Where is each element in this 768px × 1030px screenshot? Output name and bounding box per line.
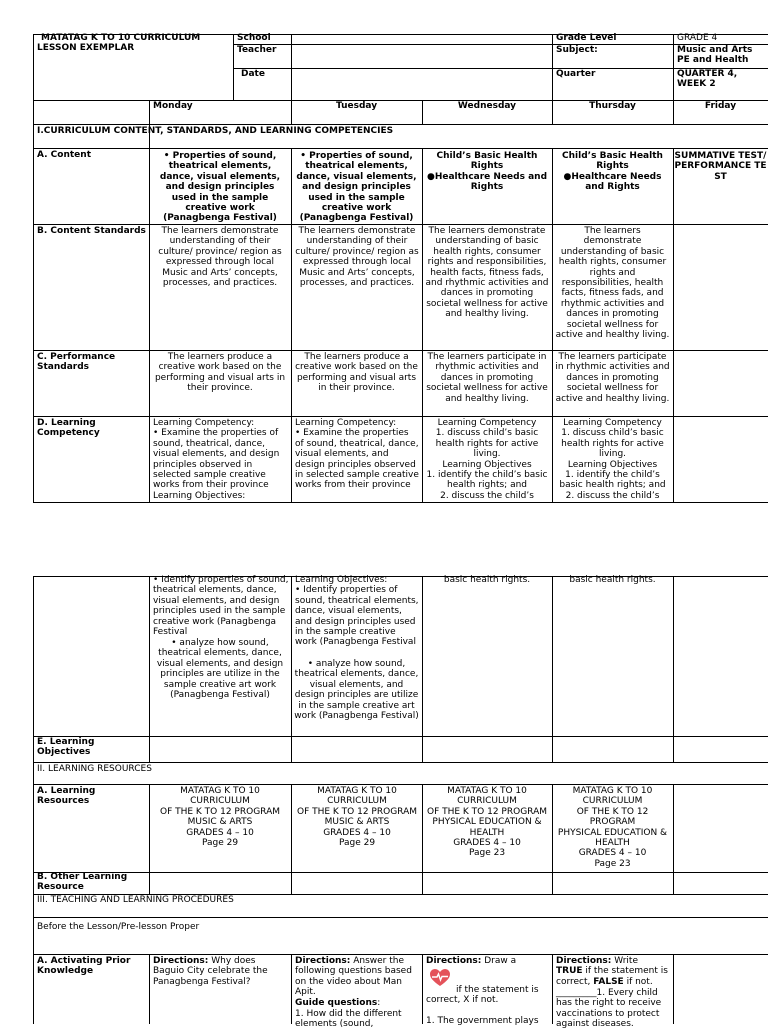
activating-thursday (556, 956, 670, 987)
grid-line (33, 954, 768, 955)
grid-line (33, 350, 768, 351)
section-learning-resources: II. LEARNING RESOURCES (37, 764, 152, 774)
guide-question-1: 1. How did the different elements (sound, (295, 1009, 402, 1030)
content-standards-wednesday: The learners demonstrate understanding of basic health rights, consumer rights and responsibilities, health facts, fitness fads, and rhythmic activities and dances in promoting societal wellness for active and healthy living. (425, 226, 549, 320)
guide-questions-label: Guide questions (295, 998, 378, 1008)
grid-line (552, 148, 553, 502)
grid-line (291, 576, 292, 762)
activating-thursday-text-3: if not. (623, 976, 653, 987)
objectives-monday-identify: • Identify properties of sound, theatrical elements, dance, visual elements, and design principles used in the sample creative work (Panagbenga Festival (153, 575, 289, 638)
grid-line (149, 576, 150, 762)
teacher-label: Teacher (237, 45, 277, 55)
grid-line (673, 148, 674, 502)
exemplar-subtitle: LESSON EXEMPLAR (37, 43, 135, 53)
activating-monday (153, 956, 289, 987)
day-thursday: Thursday (589, 101, 636, 111)
grid-line (291, 34, 292, 100)
activating-thursday-item-1: _________1. Every child has the right to receive vaccinations to protect against diseases. (556, 988, 662, 1030)
grid-line (33, 148, 768, 149)
activating-thursday-text-1: Write (611, 956, 638, 966)
grid-line (291, 784, 292, 894)
section-curriculum: I.CURRICULUM CONTENT, STANDARDS, AND LEARNING COMPETENCIES (37, 126, 394, 136)
grid-line (291, 954, 292, 1024)
learning-resources-tuesday: MATATAG K TO 10 CURRICULUM OF THE K TO 12 PROGRAM MUSIC & ARTS GRADES 4 – 10 Page 29 (296, 786, 417, 849)
learning-competency-wednesday: Learning Competency 1. discuss child’s basic health rights for active living. Learning Objectives 1. identify the child’s basic health rights; and 2. discuss the child’s (426, 418, 548, 501)
performance-standards-tuesday: The learners produce a creative work based on the performing and visual arts in their province. (295, 352, 418, 394)
performance-standards-wednesday: The learners participate in rhythmic activities and dances in promoting societal wellness for active and healthy living. (426, 352, 548, 404)
false-keyword: FALSE (593, 976, 624, 987)
school-label: School (237, 33, 271, 43)
grid-line (149, 954, 150, 1024)
objectives-monday-analyze: • analyze how sound, theatrical elements, dance, visual elements, and design principles are utilize in the sample creative art work (Panagbenga Festival) (156, 638, 284, 701)
grid-line (422, 954, 423, 1024)
grade-level-label: Grade Level (556, 33, 617, 43)
grid-line (33, 34, 34, 502)
activating-tuesday-text: Answer the following questions based on the video about Man Apit. (295, 956, 412, 998)
grid-line (33, 416, 768, 417)
grid-line (33, 576, 34, 1024)
learning-resources-monday: MATATAG K TO 10 CURRICULUM OF THE K TO 12 PROGRAM MUSIC & ARTS GRADES 4 – 10 Page 29 (159, 786, 280, 849)
content-friday: SUMMATIVE TEST/PERFORMANCE TEST (674, 151, 767, 182)
day-tuesday: Tuesday (335, 101, 378, 111)
quarter-value: QUARTER 4, WEEK 2 (677, 69, 738, 90)
grid-line (149, 784, 150, 894)
grid-line (33, 917, 768, 918)
grid-line (422, 784, 423, 894)
activating-wednesday-item-1: 1. The government plays (426, 1016, 539, 1026)
directions-label: Directions: (153, 956, 209, 966)
grid-line (291, 148, 292, 502)
learning-competency-monday: Learning Competency: • Examine the properties of sound, theatrical, dance, visual elements, and design principles observed in selected sample creative works from their province Learning Objectives: (153, 418, 280, 501)
objectives-tuesday-analyze: • analyze how sound, theatrical elements, dance, visual elements, and design principles are utilize in the sample creative art work (Panagbenga Festival) (294, 659, 419, 722)
subject-label: Subject: (556, 45, 598, 55)
subject-value: Music and Arts PE and Health (677, 45, 753, 66)
content-standards-thursday: The learners demonstrate understanding of basic health rights, consumer rights and responsibilities, health facts, fitness fads, and rhythmic activities and dances in promoting societal wellness for active and healthy living. (555, 226, 670, 341)
grid-line (33, 502, 768, 503)
date-label: Date (241, 69, 265, 79)
section-before-lesson: Before the Lesson/Pre-lesson Proper (37, 922, 200, 932)
objectives-tuesday-identify: Learning Objectives: • Identify properties of sound, theatrical elements, dance, visual elements, and design principles used in the sample creative work (Panagbenga Festival (295, 575, 419, 648)
objectives-wednesday-cont: basic health rights. (443, 575, 531, 585)
objectives-thursday-cont: basic health rights. (569, 575, 656, 585)
activating-wednesday-text: Draw a (481, 956, 517, 966)
content-thursday: Child’s Basic Health Rights ●Healthcare Needs and Rights (562, 151, 663, 193)
grid-line (673, 576, 674, 762)
day-wednesday: Wednesday (457, 101, 517, 111)
directions-label: Directions: (426, 956, 482, 966)
day-friday: Friday (704, 101, 737, 111)
row-label-learning-competency: D. Learning Competency (37, 418, 100, 439)
row-label-learning-resources: A. Learning Resources (37, 786, 96, 807)
directions-label: Directions: (556, 956, 612, 966)
content-monday: • Properties of sound, theatrical elements, dance, visual elements, and design principles used in the sample creative work (Panagbenga Festival) (159, 151, 281, 224)
row-label-content: A. Content (37, 150, 91, 160)
grid-line (422, 148, 423, 502)
content-standards-monday: The learners demonstrate understanding of their culture/ province/ region as expressed through local Music and Arts’ concepts, processes, and practices. (158, 226, 282, 289)
grid-line (422, 576, 423, 762)
row-label-performance-standards: C. Performance Standards (37, 352, 116, 373)
grid-line (33, 762, 768, 763)
learning-competency-tuesday: Learning Competency: • Examine the properties of sound, theatrical, dance, visual elements, and design principles observed in selected sample creative works from their province (295, 418, 419, 491)
grid-line (149, 100, 150, 502)
activating-monday-text: Why does Baguio City celebrate the Panagbenga Festival? (153, 956, 268, 987)
grid-line (552, 954, 553, 1024)
true-keyword: TRUE (556, 966, 583, 977)
learning-competency-thursday: Learning Competency 1. discuss child’s basic health rights for active living. Learning Objectives 1. identify the child’s basic health rights; and 2. discuss the child’s (559, 418, 666, 501)
grid-line (552, 784, 553, 894)
content-standards-tuesday: The learners demonstrate understanding of their culture/ province/ region as expressed through local Music and Arts’ concepts, processes, and practices. (295, 226, 419, 289)
row-label-activating: A. Activating Prior Knowledge (37, 956, 131, 977)
section-procedures: III. TEACHING AND LEARNING PROCEDURES (37, 895, 234, 905)
grid-line (673, 784, 674, 894)
content-tuesday: • Properties of sound, theatrical elements, dance, visual elements, and design principles used in the sample creative work (Panagbenga Festival) (296, 151, 417, 224)
row-label-content-standards: B. Content Standards (37, 226, 146, 236)
row-label-learning-objectives: E. Learning Objectives (37, 737, 95, 758)
grid-line (552, 576, 553, 762)
grid-line (673, 954, 674, 1024)
guide-questions (295, 998, 420, 1008)
performance-standards-thursday: The learners participate in rhythmic activities and dances in promoting societal wellness for active and healthy living. (555, 352, 670, 404)
grid-line (233, 34, 234, 100)
grid-line (33, 224, 768, 225)
row-label-other-resources: B. Other Learning Resource (37, 872, 128, 893)
activating-wednesday (426, 956, 550, 966)
directions-label: Directions: (295, 956, 351, 966)
grid-line (33, 784, 768, 785)
activating-tuesday (295, 956, 420, 998)
learning-resources-thursday: MATATAG K TO 10 CURRICULUM OF THE K TO 12 PROGRAM PHYSICAL EDUCATION & HEALTH GRADES 4 – 10 Page 23 (557, 786, 668, 869)
learning-resources-wednesday: MATATAG K TO 10 CURRICULUM OF THE K TO 12 PROGRAM PHYSICAL EDUCATION & HEALTH GRADES 4 – 10 Page 23 (426, 786, 547, 859)
quarter-label: Quarter (556, 69, 596, 79)
guide-questions-colon: : (377, 998, 381, 1008)
activating-thursday-text-2: if the statement is correct, (556, 966, 668, 987)
grade-level-value: GRADE 4 (677, 33, 718, 43)
performance-standards-monday: The learners produce a creative work based on the performing and visual arts in their province. (154, 352, 286, 394)
exemplar-title: MATATAG K TO 10 CURRICULUM (41, 33, 201, 43)
activating-wednesday-instruction: if the statement is correct, X if not. (426, 985, 539, 1006)
content-wednesday: Child’s Basic Health Rights ●Healthcare Needs and Rights (426, 151, 548, 193)
grid-line (33, 124, 768, 125)
day-monday: Monday (153, 101, 193, 111)
